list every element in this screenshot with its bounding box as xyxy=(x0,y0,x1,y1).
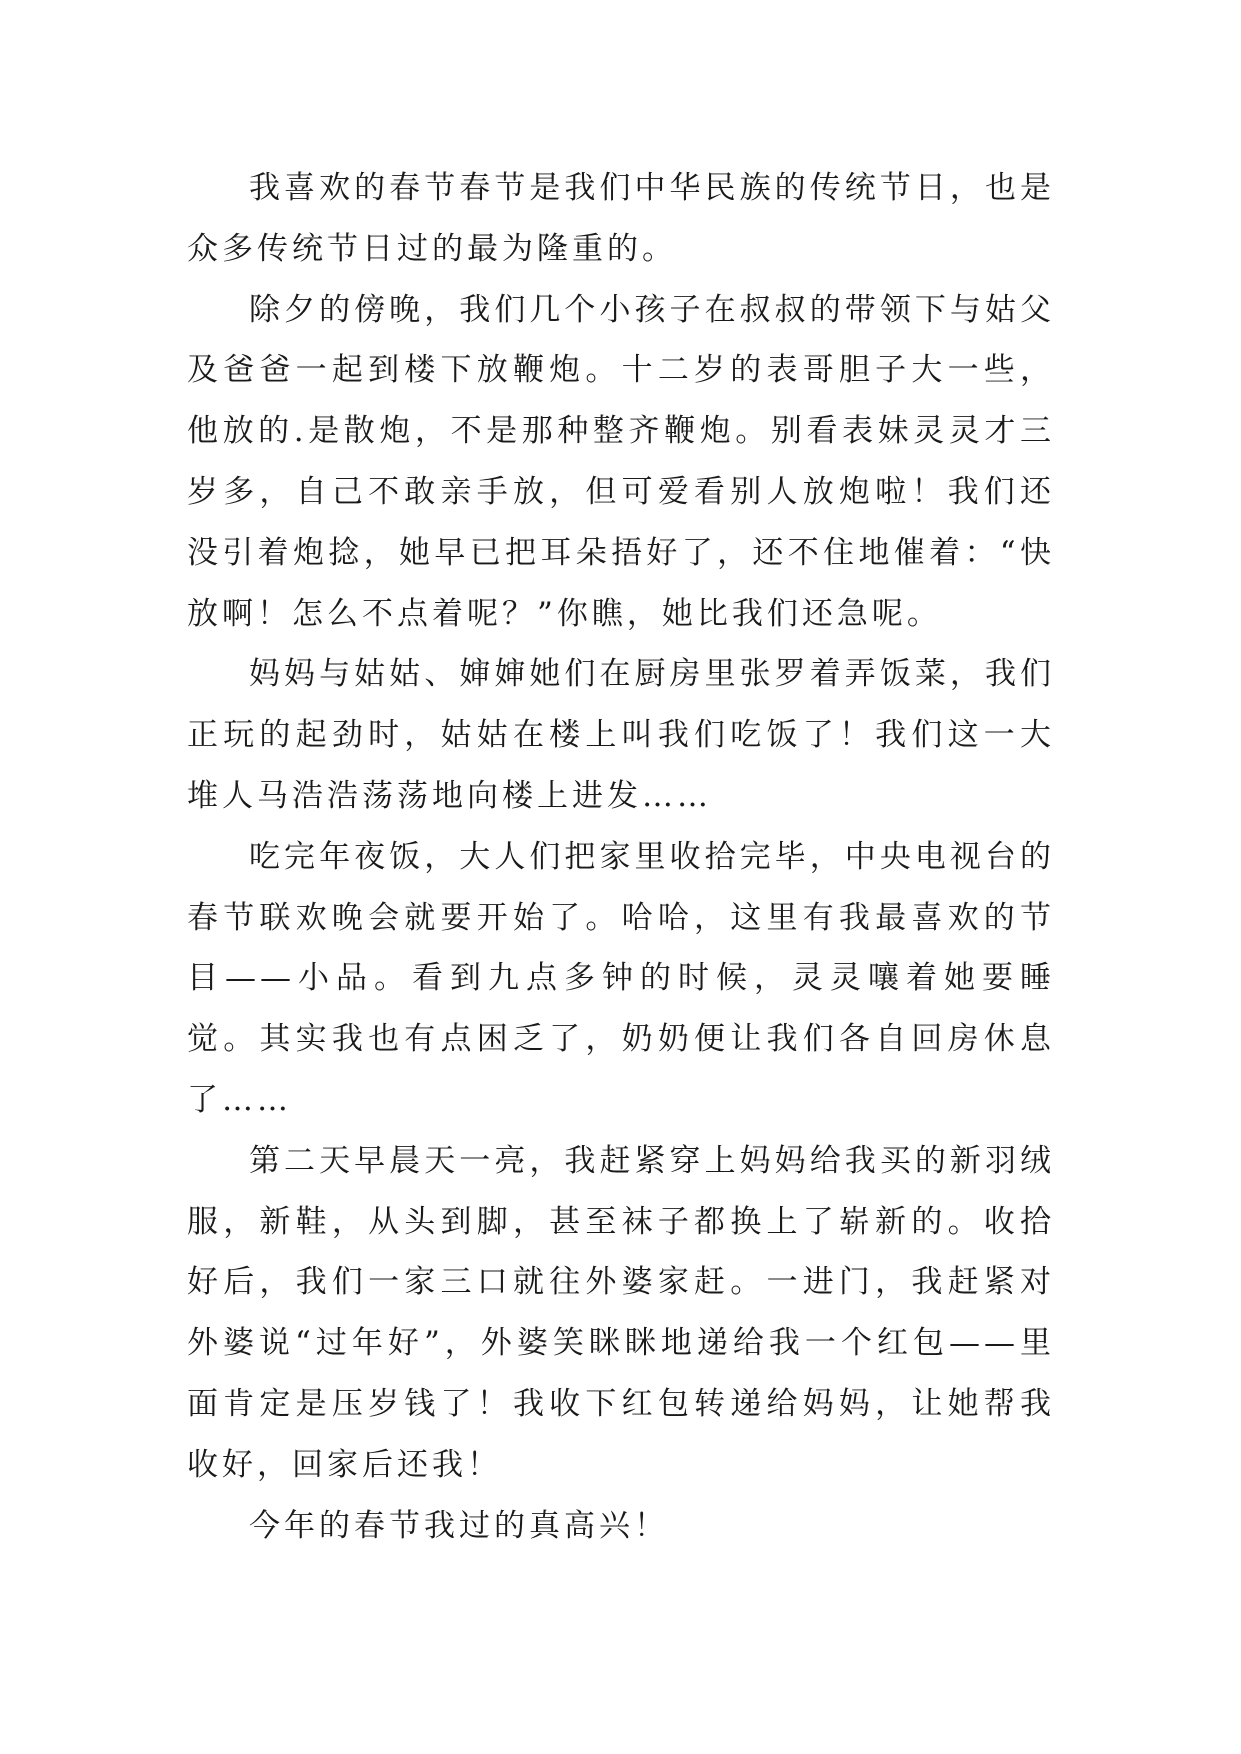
paragraph: 吃完年夜饭，大人们把家里收拾完毕，中央电视台的春节联欢晚会就要开始了。哈哈，这里有我最喜欢的节目——小品。看到九点多钟的时候，灵灵嚷着她要睡觉。其实我也有点困乏了，奶奶便让我们各自回房休息了…… xyxy=(187,838,1055,1118)
paragraph: 今年的春节我过的真高兴！ xyxy=(249,1507,669,1544)
paragraph: 妈妈与姑姑、婶婶她们在厨房里张罗着弄饭菜，我们正玩的起劲时，姑姑在楼上叫我们吃饭了！我们这一大堆人马浩浩荡荡地向楼上进发…… xyxy=(187,656,1055,814)
paragraph: 除夕的傍晚，我们几个小孩子在叔叔的带领下与姑父及爸爸一起到楼下放鞭炮。十二岁的表哥胆子大一些，他放的.是散炮，不是那种整齐鞭炮。别看表妹灵灵才三岁多，自己不敢亲手放，但可爱看别人放炮啦！我们还没引着炮捻，她早已把耳朵捂好了，还不住地催着：“快放啊！怎么不点着呢？”你瞧，她比我们还急呢。 xyxy=(187,291,1055,632)
document-body xyxy=(187,158,1055,1556)
paragraph: 我喜欢的春节春节是我们中华民族的传统节日，也是众多传统节日过的最为隆重的。 xyxy=(187,170,1055,267)
paragraph: 第二天早晨天一亮，我赶紧穿上妈妈给我买的新羽绒服，新鞋，从头到脚，甚至袜子都换上了崭新的。收拾好后，我们一家三口就往外婆家赶。一进门，我赶紧对外婆说“过年好”，外婆笑眯眯地递给我一个红包——里面肯定是压岁钱了！我收下红包转递给妈妈，让她帮我收好，回家后还我！ xyxy=(187,1142,1055,1483)
